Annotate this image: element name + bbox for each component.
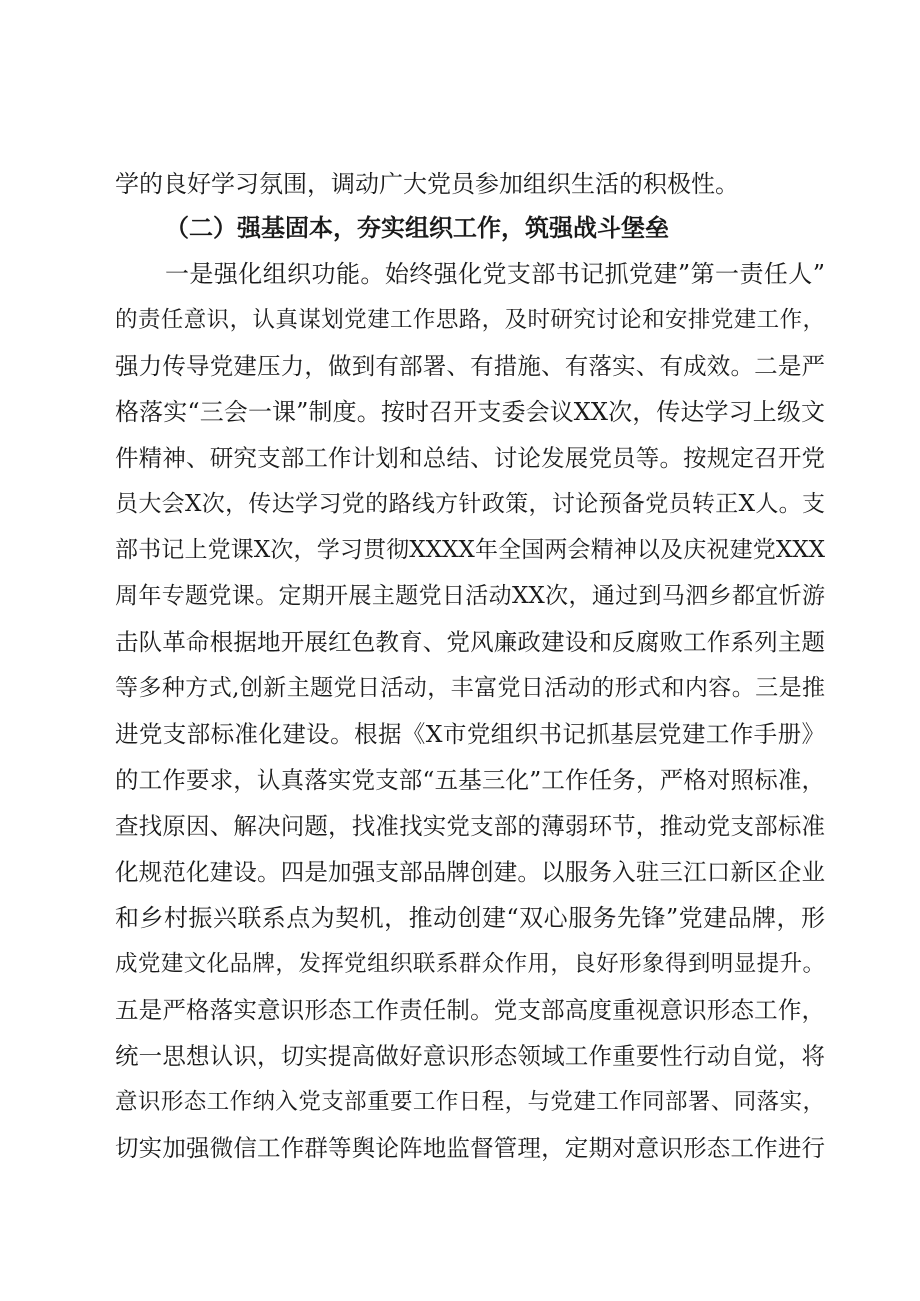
- paragraph-line: 的工作要求，认真落实党支部“五基三化”工作任务，严格对照标准，: [115, 766, 825, 794]
- paragraph-line: 件精神、研究支部工作计划和总结、讨论发展党员等。按规定召开党: [115, 444, 825, 472]
- paragraph-line: 击队革命根据地开展红色教育、党风廉政建设和反腐败工作系列主题: [115, 628, 825, 656]
- paragraph-line: 意识形态工作纳入党支部重要工作日程，与党建工作同部署、同落实，: [115, 1089, 825, 1115]
- paragraph-line: 员大会X次，传达学习党的路线方针政策，讨论预备党员转正X人。支: [115, 491, 825, 517]
- paragraph-line: 部书记上党课X次，学习贯彻XXXX年全国两会精神以及庆祝建党XXX: [115, 537, 825, 563]
- paragraph-line: 强力传导党建压力，做到有部署、有措施、有落实、有成效。二是严: [115, 352, 825, 380]
- paragraph-line: 等多种方式,创新主题党日活动，丰富党日活动的形式和内容。三是推: [115, 675, 825, 701]
- paragraph-line: 五是严格落实意识形态工作责任制。党支部高度重视意识形态工作，: [115, 996, 825, 1024]
- paragraph-line: 的责任意识，认真谋划党建工作思路，及时研究讨论和安排党建工作，: [115, 307, 825, 333]
- paragraph-line: 格落实“三会一课”制度。按时召开支委会议XX次，传达学习上级文: [115, 398, 825, 426]
- paragraph-line: 查找原因、解决问题，找准找实党支部的薄弱环节，推动党支部标准: [115, 812, 825, 840]
- paragraph-line: 进党支部标准化建设。根据《X市党组织书记抓基层党建工作手册》: [115, 720, 825, 748]
- paragraph-line: 一是强化组织功能。始终强化党支部书记抓党建”第一责任人”: [165, 260, 825, 288]
- paragraph-line: 切实加强微信工作群等舆论阵地监督管理，定期对意识形态工作进行: [115, 1134, 825, 1162]
- paragraph-line: 周年专题党课。定期开展主题党日活动XX次，通过到马泗乡都宜忻游: [115, 583, 825, 609]
- paragraph-line: 统一思想认识，切实提高做好意识形态领域工作重要性行动自觉，将: [115, 1042, 825, 1070]
- paragraph-line: 成党建文化品牌，发挥党组织联系群众作用，良好形象得到明显提升。: [115, 951, 825, 977]
- paragraph-line: 化规范化建设。四是加强支部品牌创建。以服务入驻三江口新区企业: [115, 858, 825, 886]
- paragraph-line: 和乡村振兴联系点为契机，推动创建“双心服务先锋”党建品牌，形: [115, 904, 825, 932]
- paragraph-line: 学的良好学习氛围，调动广大党员参加组织生活的积极性。: [115, 170, 739, 198]
- section-heading: （二）强基固本，夯实组织工作，筑强战斗堡垒: [165, 213, 669, 242]
